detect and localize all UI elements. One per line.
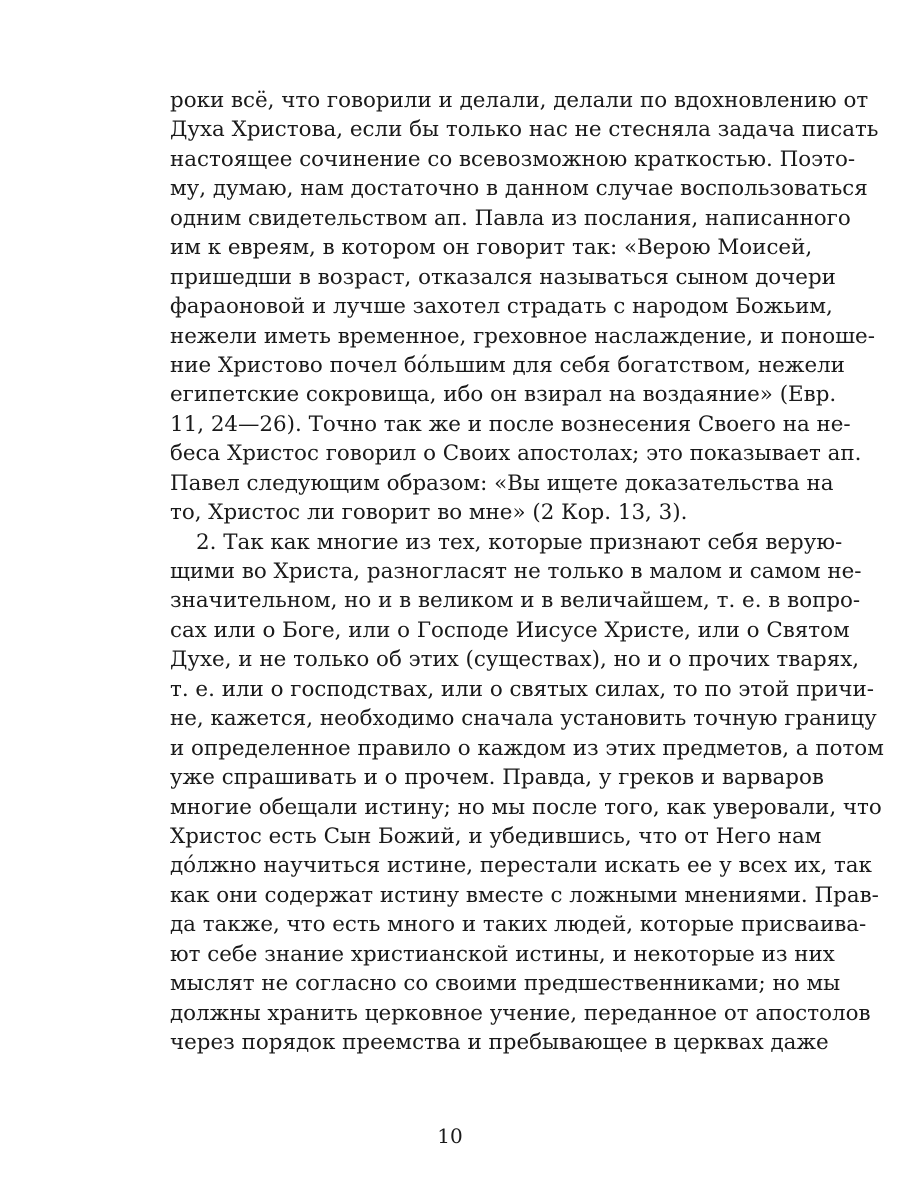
text-line: должны хранить церковное учение, переданное от апостолов <box>170 1000 871 1026</box>
text-line: да также, что есть много и таких людей, которые присваива- <box>170 912 867 938</box>
text-line: как они содержат истину вместе с ложными мнениями. Прав- <box>170 882 879 908</box>
text-line: Духа Христова, если бы только нас не стесняла задача писать <box>170 117 879 143</box>
text-line: египетские сокровища, ибо он взирал на воздаяние» (Евр. <box>170 382 837 408</box>
text-line: многие обещали истину; но мы после того, как уверовали, что <box>170 794 882 820</box>
text-line: им к евреям, в котором он говорит так: «Верою Моисей, <box>170 235 813 261</box>
text-line: одним свидетельством ап. Павла из послания, написанного <box>170 205 851 231</box>
text-line: пришедши в возраст, отказался называться сыном дочери <box>170 264 836 290</box>
text-line: и определенное правило о каждом из этих предметов, а потом <box>170 735 884 761</box>
text-line: уже спрашивать и о прочем. Правда, у греков и варваров <box>170 765 824 791</box>
text-line: му, думаю, нам достаточно в данном случае воспользоваться <box>170 176 868 202</box>
text-line: 11, 24—26). Точно так же и после вознесения Своего на не- <box>170 411 851 437</box>
text-line: Павел следующим образом: «Вы ищете доказательства на <box>170 470 834 496</box>
text-line: через порядок преемства и пребывающее в церквах даже <box>170 1030 829 1055</box>
text-line: нежели иметь временное, греховное наслаждение, и поноше- <box>170 323 875 349</box>
page-number: 10 <box>437 1124 463 1148</box>
body-text <box>170 86 884 1057</box>
text-line: щими во Христа, разногласят не только в малом и самом не- <box>170 559 862 584</box>
text-line: сах или о Боге, или о Господе Иисусе Христе, или о Святом <box>170 617 850 643</box>
text-line: значительном, но и в великом и в величайшем, т. е. в вопро- <box>170 588 861 614</box>
text-line: Духе, и не только об этих (существах), но и о прочих тварях, <box>170 647 860 673</box>
paragraph-end-line: то, Христос ли говорит во мне» (2 Кор. 13, 3). <box>170 500 688 526</box>
text-line: не, кажется, необходимо сначала установить точную границу <box>170 706 877 732</box>
text-line: роки всё, что говорили и делали, делали по вдохновлению от <box>170 88 869 113</box>
text-line: т. е. или о господствах, или о святых силах, то по этой причи- <box>170 676 875 702</box>
text-line: беса Христос говорил о Своих апостолах; это показывает ап. <box>170 441 862 467</box>
text-line: настоящее сочинение со всевозможною краткостью. Поэто- <box>170 146 856 172</box>
text-line: ют себе знание христианской истины, и некоторые из них <box>170 941 835 967</box>
text-line: фараоновой и лучше захотел страдать с народом Божьим, <box>170 294 833 320</box>
text-line: Христос есть Сын Божий, и убедившись, что от Него нам <box>170 823 822 849</box>
text-line: мыслят не согласно со своими предшественниками; но мы <box>170 971 841 997</box>
text-line: до́лжно научиться истине, перестали искать ее у всех их, так <box>170 853 872 879</box>
paragraph-start-line: 2. Так как многие из тех, которые признают себя верую- <box>196 529 843 555</box>
text-line: ние Христово почел бо́льшим для себя богатством, нежели <box>170 352 845 378</box>
